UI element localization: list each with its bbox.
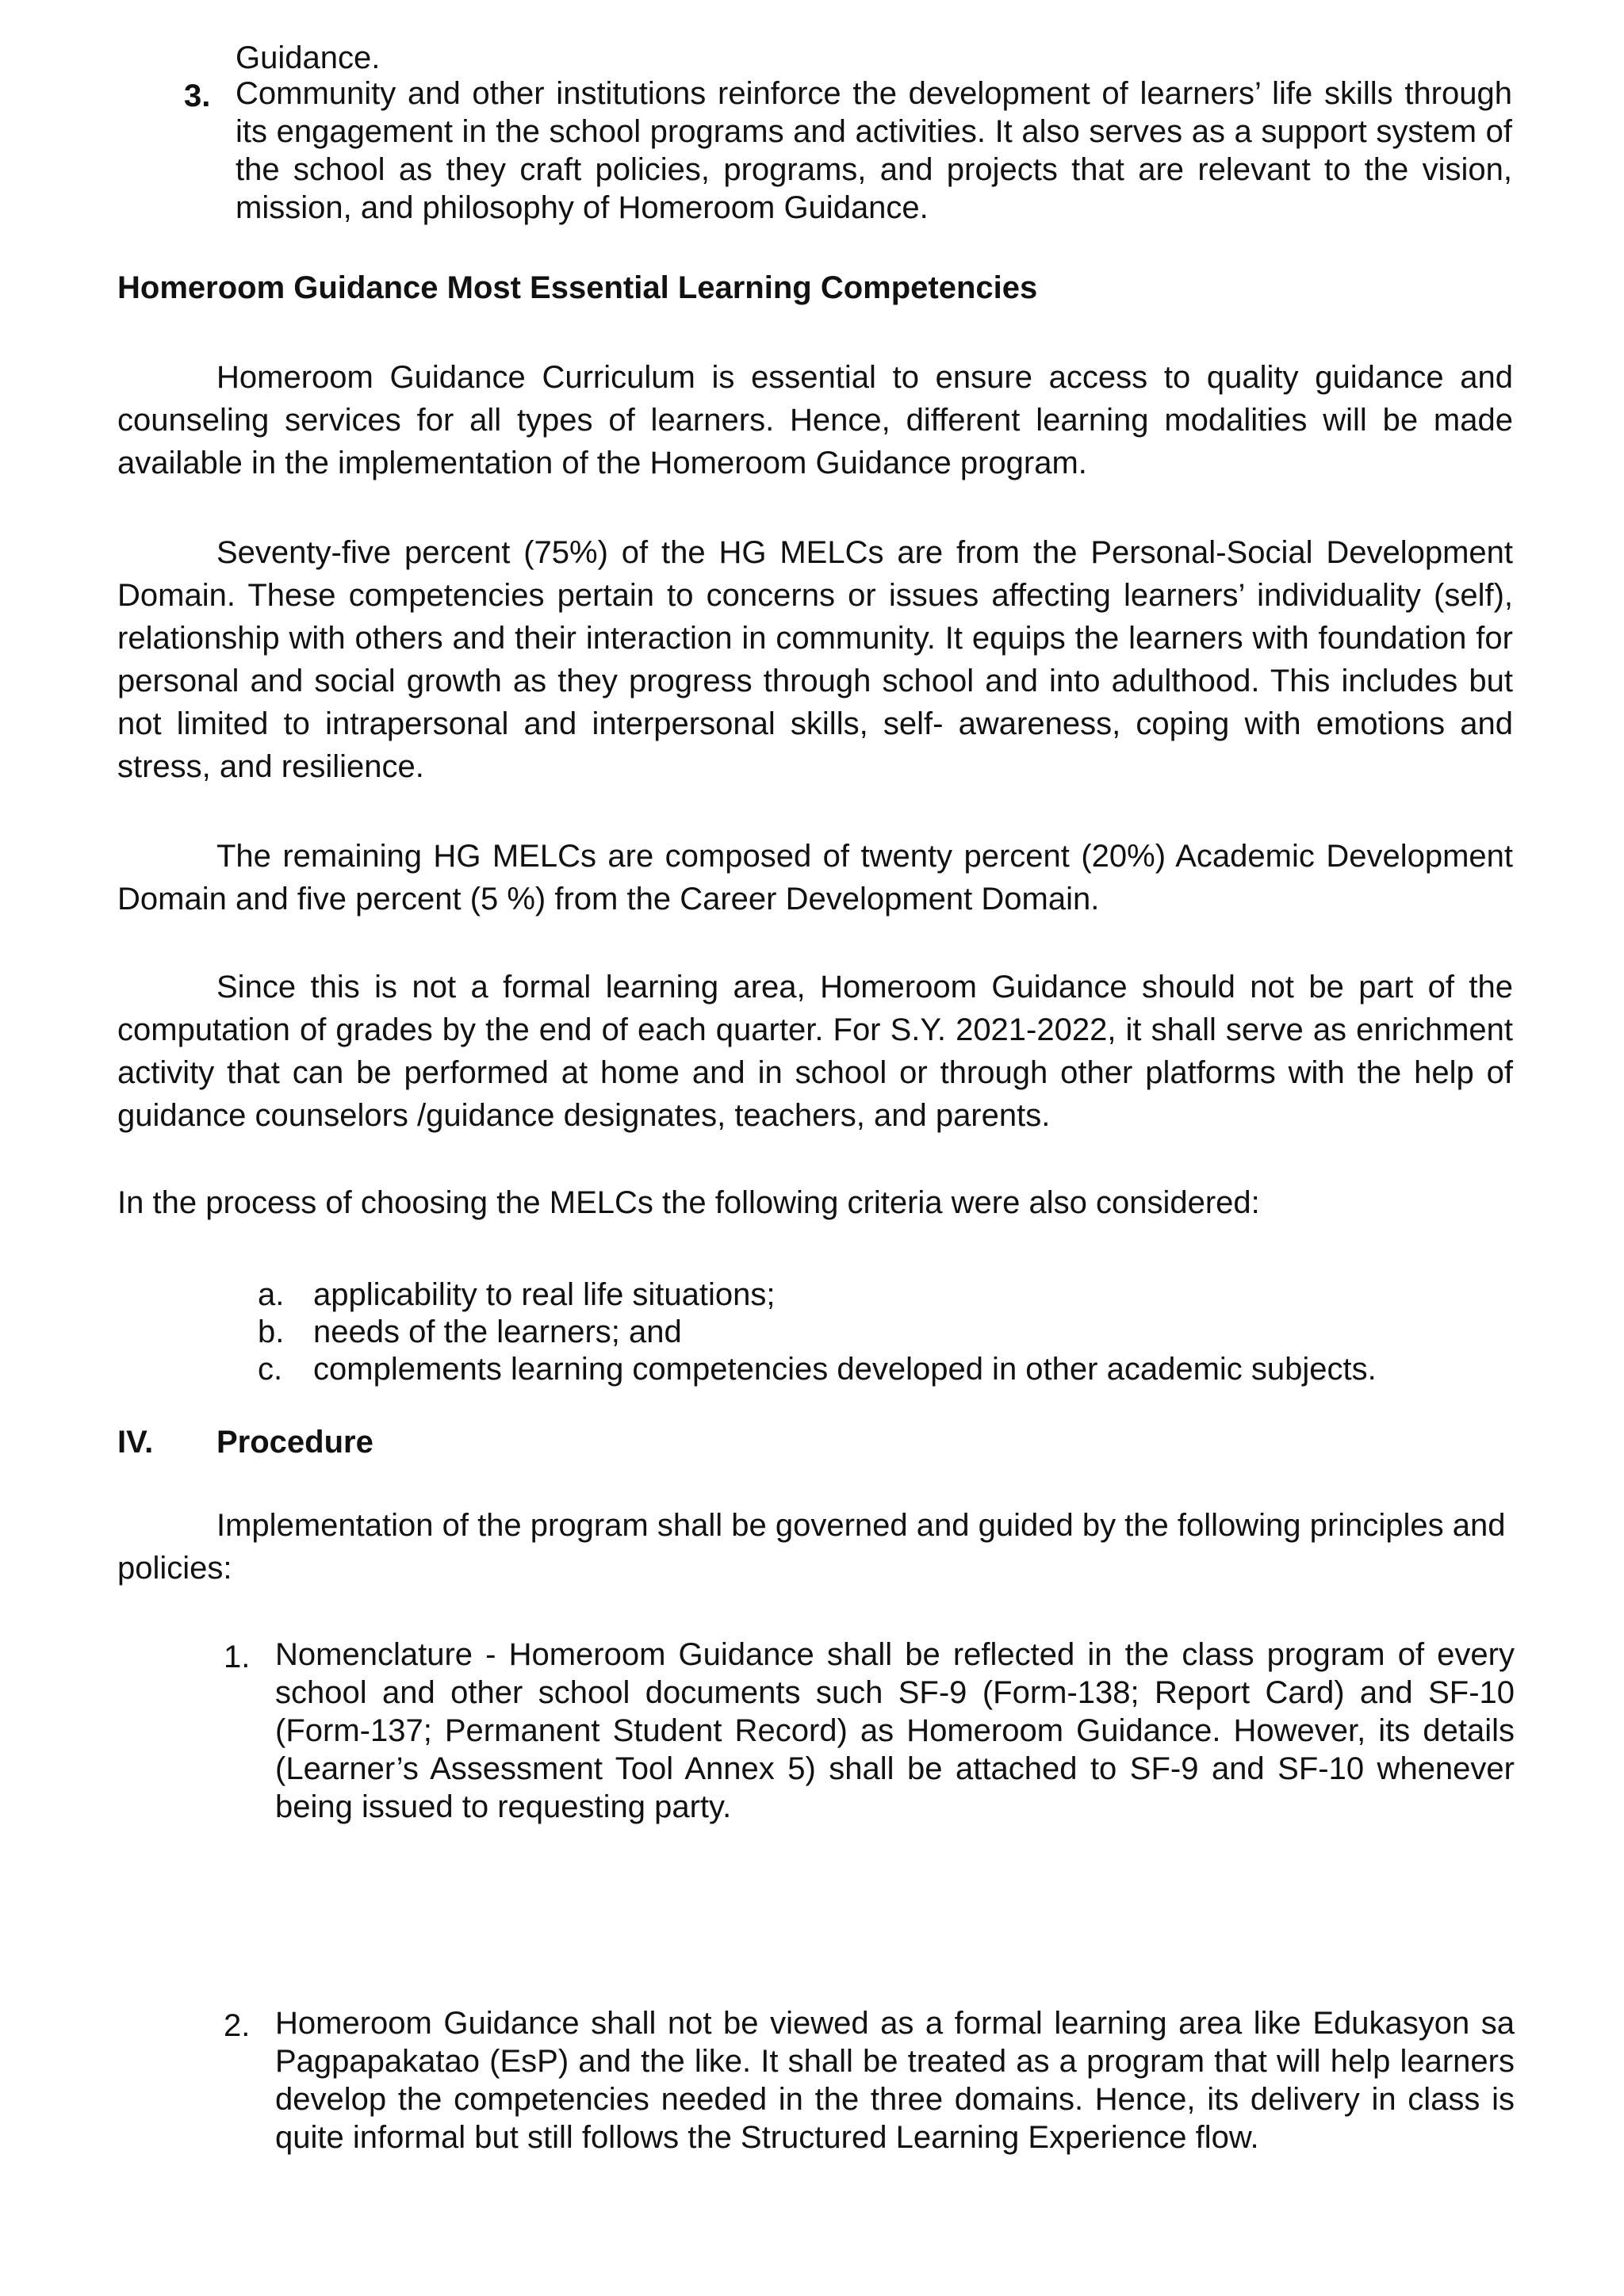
list-item-number: 2. — [224, 2008, 251, 2043]
list-item-number: 3. — [184, 78, 211, 113]
paragraph: In the process of choosing the MELCs the following criteria were also considered: — [117, 1185, 1260, 1220]
list-item-text: Nomenclature - Homeroom Guidance shall be reflected in the class program of every school and other school documents such SF-9 (Form-138; Report Card) and SF-10 (Form-137; Permanent Student Record) as Homeroom Guidance. However, its details (Learner’s Assessment Tool Annex 5) shall be attached to SF-9 and SF-10 whenever being issued to requesting party. — [275, 1637, 1515, 1824]
list-item-text: complements learning competencies developed in other academic subjects. — [313, 1352, 1377, 1387]
paragraph — [117, 966, 1513, 1137]
paragraph — [117, 531, 1513, 788]
paragraph-text: Seventy-five percent (75%) of the HG MELCs are from the Personal-Social Development Domain. These competencies pertain to concerns or issues affecting learners’ individuality (self), relationship with others and their interaction in community. It equips the learners with foundation for personal and social growth as they progress through school and into adulthood. This includes but not limited to intrapersonal and interpersonal skills, self- awareness, coping with emotions and stress, and resilience. — [117, 535, 1513, 784]
list-item — [258, 1311, 1526, 1348]
list-item-text: needs of the learners; and — [313, 1314, 682, 1349]
list-item-text: Community and other institutions reinforce the development of learners’ life skills through its engagement in the school programs and activities. It also serves as a support system of the school as they craft policies, programs, and projects that are relevant to the vision, mission, and philosophy of Homeroom Guidance. — [236, 76, 1512, 225]
list-item-number: 1. — [224, 1640, 251, 1674]
criteria-list — [258, 1273, 1526, 1385]
list-item-text: Homeroom Guidance shall not be viewed as a formal learning area like Edukasyon sa Pagpapakatao (EsP) and the like. It shall be treated as a program that will help learners develop the competencies needed in the three domains. Hence, its delivery in class is quite informal but still follows the Structured Learning Experience flow. — [275, 2006, 1515, 2155]
paragraph-text: Homeroom Guidance Curriculum is essential to ensure access to quality guidance and counseling services for all types of learners. Hence, different learning modalities will be made available in the implementation of the Homeroom Guidance program. — [117, 360, 1513, 480]
continuation-text: Guidance. — [236, 40, 381, 75]
section-heading-melc: Homeroom Guidance Most Essential Learning Competencies — [117, 270, 1038, 305]
paragraph — [117, 1504, 1513, 1590]
procedure-item-1 — [224, 1636, 1515, 1826]
list-item-letter: a. — [258, 1277, 285, 1312]
paragraph — [117, 356, 1513, 484]
list-item — [258, 1273, 1526, 1311]
section-number: IV. — [117, 1425, 154, 1460]
section-title: Procedure — [216, 1425, 373, 1460]
list-item-3 — [184, 75, 1512, 227]
list-item — [258, 1348, 1526, 1385]
procedure-item-2 — [224, 2004, 1515, 2156]
paragraph-text: Since this is not a formal learning area, Homeroom Guidance should not be part of the computation of grades by the end of each quarter. For S.Y. 2021-2022, it shall serve as enrichment activity that can be performed at home and in school or through other platforms with the help of guidance counselors /guidance designates, teachers, and parents. — [117, 970, 1513, 1133]
paragraph-text: Implementation of the program shall be governed and guided by the following principles and policies: — [117, 1508, 1506, 1586]
section-heading-procedure — [117, 1421, 1513, 1464]
list-item-letter: c. — [258, 1352, 283, 1387]
paragraph — [117, 835, 1513, 920]
list-item-letter: b. — [258, 1314, 285, 1349]
list-item-text: applicability to real life situations; — [313, 1277, 776, 1312]
paragraph-text: The remaining HG MELCs are composed of twenty percent (20%) Academic Development Domain and five percent (5 %) from the Career Development Domain. — [117, 839, 1513, 916]
